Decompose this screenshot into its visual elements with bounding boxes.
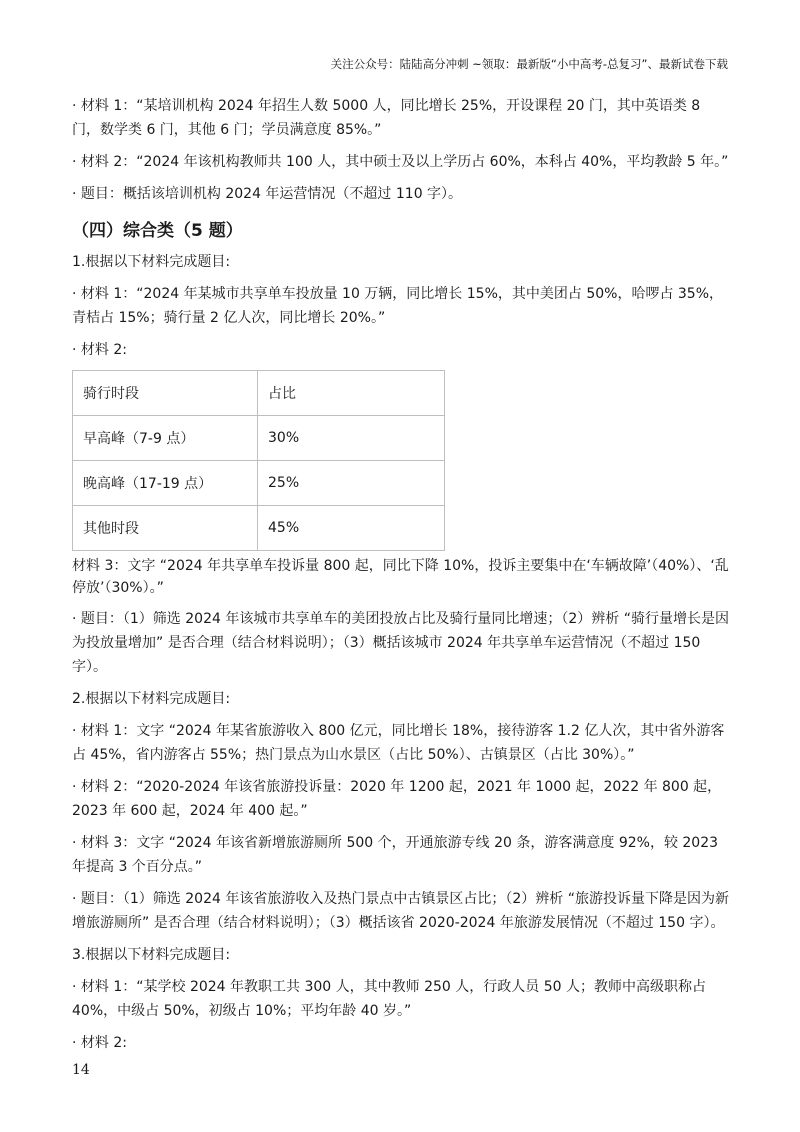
q1-material-3: 材料 3：文字 “2024 年共享单车投诉量 800 起，同比下降 10%，投诉主要集中在‘车辆故障’（40%）、‘乱停放’（30%）。” <box>72 558 729 596</box>
table-cell: 25% <box>258 461 445 506</box>
riding-period-table <box>72 370 445 551</box>
table-header-row <box>73 371 445 416</box>
table-row <box>73 461 445 506</box>
q3-material-1: · 材料 1：“某学校 2024 年教职工共 300 人，其中教师 250 人，行政人员 50 人；教师中高级职称占 40%，中级占 50%，初级占 10%；平均年龄 40 岁。” <box>72 979 706 1019</box>
q2-heading: 2.根据以下材料完成题目: <box>72 691 231 707</box>
q1-heading: 1.根据以下材料完成题目: <box>72 254 231 270</box>
q1-material-1: · 材料 1：“2024 年某城市共享单车投放量 10 万辆，同比增长 15%，其中美团占 50%，哈啰占 35%，青桔占 15%；骑行量 2 亿人次，同比增长 20%。” <box>72 286 724 326</box>
table-cell: 其他时段 <box>73 506 258 551</box>
q2-material-2: · 材料 2：“2020-2024 年该省旅游投诉量：2020 年 1200 起，2021 年 1000 起，2022 年 800 起，2023 年 600 起，2024 年 400 起。” <box>72 779 722 819</box>
table-header-cell: 占比 <box>258 371 445 416</box>
top-material-2: · 材料 2：“2024 年该机构教师共 100 人，其中硕士及以上学历占 60%，本科占 40%，平均教龄 5 年。” <box>72 154 729 170</box>
q2-question: · 题目：（1）筛选 2024 年该省旅游收入及热门景点中古镇景区占比；（2）辨析 “旅游投诉量下降是因为新增旅游厕所” 是否合理（结合材料说明）；（3）概括该省 2020-2024 年旅游发展情况（不超过 150 字）。 <box>72 891 729 931</box>
page-header: 关注公众号：陆陆高分冲刺 ~领取：最新版“小中高考-总复习”、最新试卷下载 <box>330 57 728 71</box>
q3-material-2-label: · 材料 2: <box>72 1035 127 1051</box>
table-cell: 30% <box>258 416 445 461</box>
q1-question: · 题目：（1）筛选 2024 年该城市共享单车的美团投放占比及骑行量同比增速；（2）辨析 “骑行量增长是因为投放量增加” 是否合理（结合材料说明）；（3）概括该城市 2024 年共享单车运营情况（不超过 150 字）。 <box>72 611 729 675</box>
table-cell: 早高峰（7-9 点） <box>73 416 258 461</box>
table-cell: 45% <box>258 506 445 551</box>
page-number: 14 <box>72 1062 90 1078</box>
q2-material-1: · 材料 1：文字 “2024 年某省旅游收入 800 亿元，同比增长 18%，接待游客 1.2 亿人次，其中省外游客占 45%，省内游客占 55%；热门景点为山水景区（占比 50%）、古镇景区（占比 30%）。” <box>72 723 725 763</box>
q1-material-2-label: · 材料 2: <box>72 342 127 358</box>
q3-heading: 3.根据以下材料完成题目: <box>72 947 231 963</box>
table-row <box>73 506 445 551</box>
top-material-1: · 材料 1：“某培训机构 2024 年招生人数 5000 人，同比增长 25%，开设课程 20 门，其中英语类 8 门，数学类 6 门，其他 6 门；学员满意度 85%。” <box>72 98 701 138</box>
top-question: · 题目：概括该培训机构 2024 年运营情况（不超过 110 字）。 <box>72 186 463 202</box>
table-header-cell: 骑行时段 <box>73 371 258 416</box>
table-row <box>73 416 445 461</box>
q2-material-3: · 材料 3：文字 “2024 年该省新增旅游厕所 500 个，开通旅游专线 20 条，游客满意度 92%，较 2023 年提高 3 个百分点。” <box>72 835 719 875</box>
table-cell: 晚高峰（17-19 点） <box>73 461 258 506</box>
page-content <box>72 94 732 1063</box>
section-title: （四）综合类（5 题） <box>72 221 243 241</box>
